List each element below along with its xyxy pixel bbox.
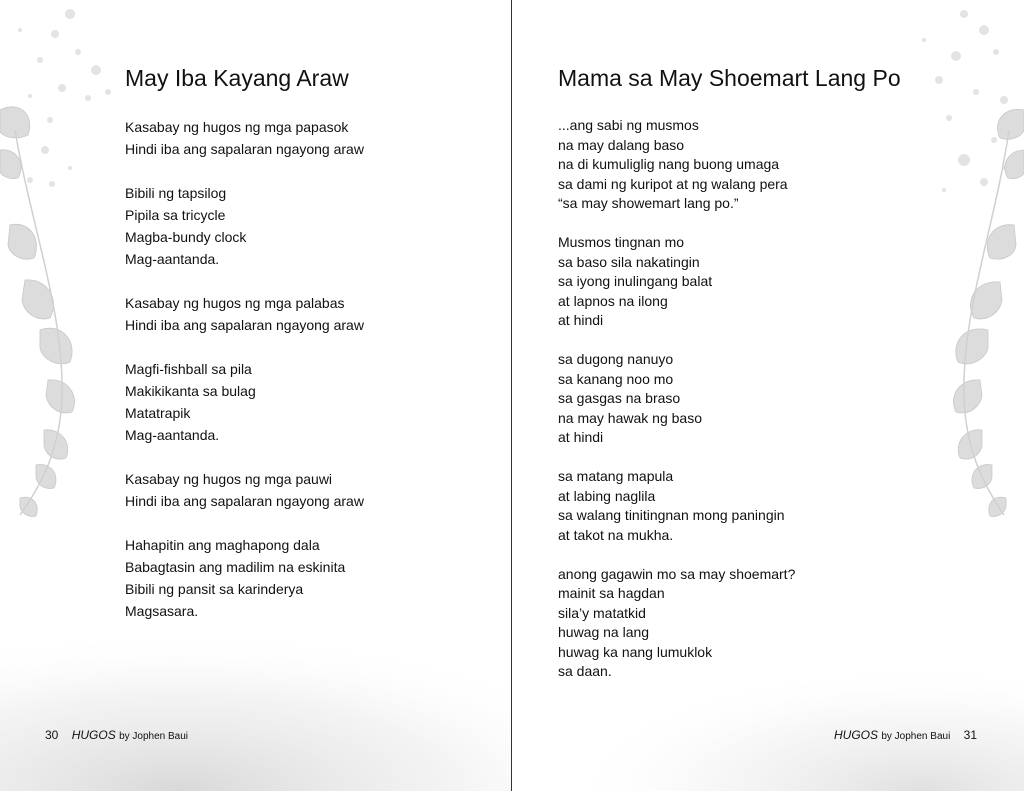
byline: by Jophen Baui — [881, 731, 951, 742]
stanza — [558, 565, 795, 682]
poem-line: Musmos tingnan mo — [558, 234, 685, 250]
poem-line: na may hawak ng baso — [558, 409, 702, 426]
stanza — [558, 467, 795, 545]
poem-line: Kasabay ng hugos ng mga papasok — [125, 119, 349, 135]
poem-line: sa baso sila nakatingin — [558, 253, 700, 270]
poem-line: ...ang sabi ng musmos — [558, 117, 699, 133]
poem-line: sa iyong inulingang balat — [558, 273, 713, 289]
poem-line: at lapnos na ilong — [558, 292, 668, 309]
page-footer — [45, 728, 188, 742]
page-number: 31 — [963, 728, 977, 742]
poem-line: Makikikanta sa bulag — [125, 383, 256, 399]
stanza — [558, 350, 795, 448]
page-footer — [834, 728, 977, 742]
poem-line: Bibili ng tapsilog — [125, 185, 227, 201]
poem-line: na di kumuliglig nang buong umaga — [558, 156, 780, 172]
poem-line: at labing naglila — [558, 487, 656, 504]
poem-line: Magba-bundy clock — [125, 229, 247, 245]
stanza — [125, 358, 364, 446]
poem-line: Mag-aantanda. — [125, 251, 220, 267]
stanza — [125, 182, 364, 270]
stanza — [125, 292, 364, 336]
poem-line: Hindi iba ang sapalaran ngayong araw — [125, 141, 364, 157]
stanza — [125, 116, 364, 160]
poem-line: sa dugong nanuyo — [558, 351, 674, 367]
poem-line: anong gagawin mo sa may shoemart? — [558, 565, 796, 582]
poem-line: Hindi iba ang sapalaran ngayong araw — [125, 493, 364, 509]
stanza — [125, 534, 364, 622]
poem-line: Magsasara. — [125, 603, 199, 619]
poem-line: sa gasgas na braso — [558, 390, 681, 406]
poem-title: Mama sa May Shoemart Lang Po — [558, 65, 901, 91]
poem-line: Magfi-fishball sa pila — [125, 361, 252, 377]
poem-line: Hahapitin ang maghapong dala — [125, 537, 320, 553]
book-title: HUGOS — [71, 728, 116, 742]
page-number: 30 — [45, 728, 59, 742]
poem-line: Babagtasin ang madilim na eskinita — [125, 559, 346, 575]
poem-line: Mag-aantanda. — [125, 427, 220, 443]
floral-decoration — [904, 0, 1024, 791]
poem-line: Bibili ng pansit sa karinderya — [125, 581, 304, 597]
poem-line: huwag ka nang lumuklok — [558, 643, 713, 660]
poem-line: sa matang mapula — [558, 468, 674, 484]
byline: by Jophen Baui — [119, 731, 189, 742]
poem-line: sa dami ng kuripot at ng walang pera — [558, 175, 788, 192]
poem-line: Matatrapik — [125, 405, 191, 421]
poem-line: Hindi iba ang sapalaran ngayong araw — [125, 317, 364, 333]
poem-line: Kasabay ng hugos ng mga palabas — [125, 295, 345, 311]
poem-body — [125, 116, 364, 644]
poem-line: at takot na mukha. — [558, 526, 674, 543]
poem-line: sila’y matatkid — [558, 604, 646, 621]
poem-line: “sa may showemart lang po.” — [558, 195, 739, 211]
poem-line: huwag na lang — [558, 624, 650, 640]
poem-body — [558, 116, 795, 701]
poem-line: sa daan. — [558, 663, 612, 679]
stanza — [558, 233, 795, 331]
poem-line: na may dalang baso — [558, 136, 685, 153]
poem-title: May Iba Kayang Araw — [125, 65, 349, 91]
poem-line: Kasabay ng hugos ng mga pauwi — [125, 471, 333, 487]
poem-line: sa walang tinitingnan mong paningin — [558, 507, 785, 523]
poem-line: sa kanang noo mo — [558, 370, 674, 387]
stanza — [125, 468, 364, 512]
poem-line: Pipila sa tricycle — [125, 207, 226, 223]
poem-line: at hindi — [558, 312, 604, 328]
poem-line: at hindi — [558, 429, 604, 445]
book-title: HUGOS — [833, 728, 878, 742]
stanza — [558, 116, 795, 214]
right-page — [512, 0, 1024, 791]
poem-line: mainit sa hagdan — [558, 585, 665, 601]
floral-decoration — [0, 0, 120, 791]
